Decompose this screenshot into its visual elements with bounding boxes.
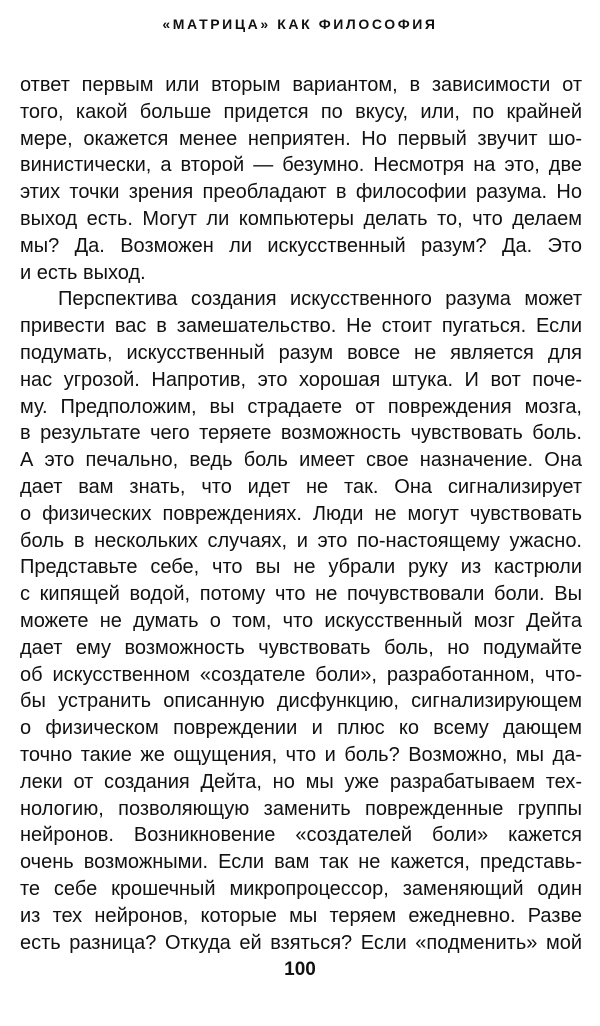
text-line: того, какой больше придется по вкусу, или, по крайней	[20, 100, 582, 123]
text-line: те себе крошечный микропроцессор, заменяющий один	[20, 877, 582, 900]
text-line: можете не думать о том, что искусственный мозг Дейта	[20, 609, 582, 632]
text-line: мы? Да. Возможен ли искусственный разум? Да. Это	[20, 234, 582, 257]
body-text	[20, 72, 582, 956]
text-line: есть разница? Откуда ей взяться? Если «подменить» мой	[20, 931, 582, 954]
text-line: Представьте себе, что вы не убрали руку из кастрюли	[20, 556, 582, 579]
text-line: из тех нейронов, которые мы теряем ежедневно. Разве	[20, 904, 582, 927]
text-line: нас угрозой. Напротив, это хорошая штука. И вот поче-	[20, 368, 582, 391]
text-line: бы устранить описанную дисфункцию, сигнализирующем	[20, 690, 582, 713]
text-line: А это печально, ведь боль имеет свое назначение. Она	[20, 449, 582, 472]
paragraph-1	[20, 72, 582, 286]
text-line: привести вас в замешательство. Не стоит пугаться. Если	[20, 315, 582, 338]
text-line: нейронов. Возникновение «создателей боли» кажется	[20, 824, 582, 847]
text-line: об искусственном «создателе боли», разработанном, что-	[20, 663, 582, 686]
text-line: и есть выход.	[20, 261, 146, 284]
text-line: му. Предположим, вы страдаете от повреждения мозга,	[20, 395, 582, 418]
text-line: винистически, а второй — безумно. Несмотря на это, две	[20, 154, 582, 177]
text-line: дает ему возможность чувствовать боль, но подумайте	[20, 636, 582, 659]
text-line: Перспектива создания искусственного разума может	[58, 288, 582, 311]
text-line: точно такие же ощущения, что и боль? Возможно, мы да-	[20, 743, 582, 766]
text-line: нологию, позволяющую заменить поврежденные группы	[20, 797, 582, 820]
text-line: очень возможными. Если вам так не кажется, представь-	[20, 851, 582, 874]
text-line: мере, окажется менее неприятен. Но первый звучит шо-	[20, 127, 582, 150]
text-line: леки от создания Дейта, но мы уже разрабатываем тех-	[20, 770, 582, 793]
page-number: 100	[284, 959, 316, 980]
text-line: о физическом повреждении и плюс ко всему дающем	[20, 717, 582, 740]
text-line: дает вам знать, что идет не так. Она сигнализирует	[20, 475, 582, 498]
running-head: «МАТРИЦА» КАК ФИЛОСОФИЯ	[162, 16, 438, 32]
paragraph-2	[20, 286, 582, 956]
text-line: подумать, искусственный разум вовсе не является для	[20, 341, 582, 364]
text-line: о физических повреждениях. Люди не могут чувствовать	[20, 502, 582, 525]
text-line: в результате чего теряете возможность чувствовать боль.	[20, 422, 582, 445]
text-line: с кипящей водой, потому что не почувствовали боли. Вы	[20, 583, 582, 606]
text-line: боль в нескольких случаях, и это по-настоящему ужасно.	[20, 529, 582, 552]
text-line: этих точки зрения преобладают в философии разума. Но	[20, 181, 582, 204]
text-line: выход есть. Могут ли компьютеры делать то, что делаем	[20, 207, 582, 230]
text-line: ответ первым или вторым вариантом, в зависимости от	[20, 74, 582, 96]
